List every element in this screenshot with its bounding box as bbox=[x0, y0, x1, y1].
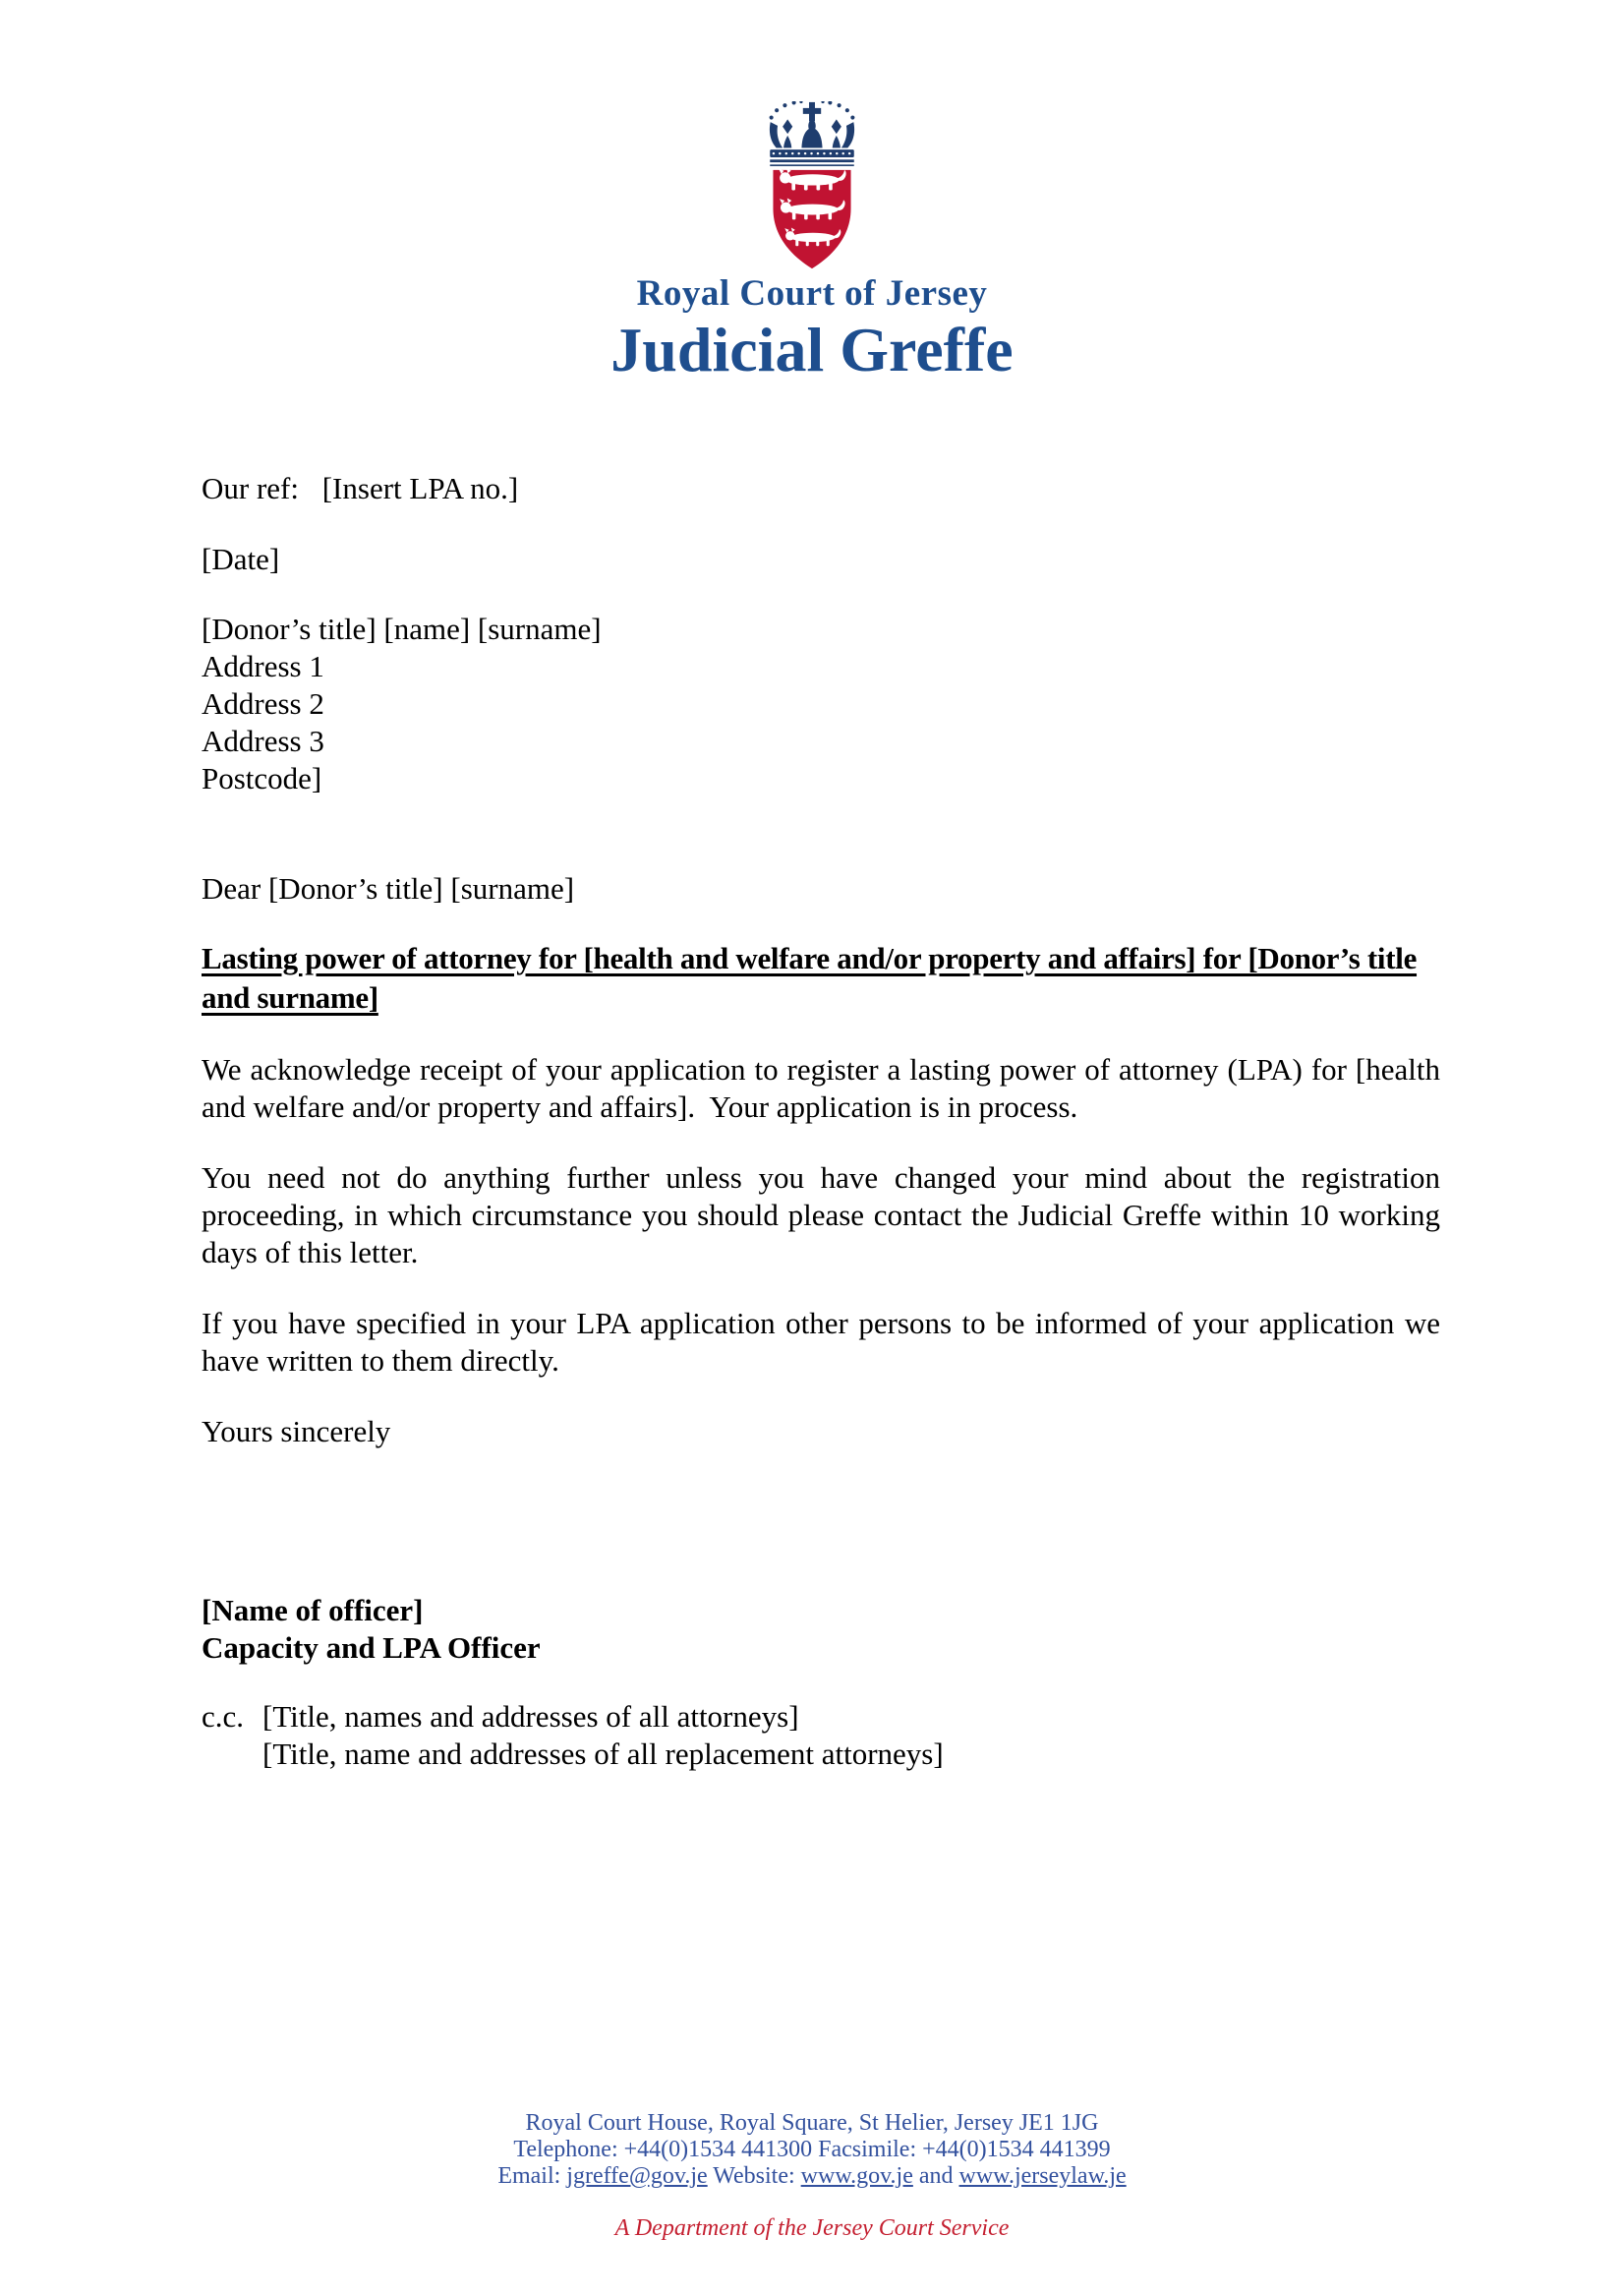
letterhead bbox=[0, 101, 1624, 383]
jersey-crest-icon bbox=[767, 101, 857, 269]
cc-lines bbox=[262, 1698, 944, 1773]
org-name-royal-court: Royal Court of Jersey bbox=[636, 273, 988, 314]
recipient-name-line: [Donor’s title] [name] [surname] bbox=[202, 612, 602, 646]
footer-phone-line: Telephone: +44(0)1534 441300 Facsimile: +44(0)1534 441399 bbox=[513, 2137, 1111, 2162]
recipient-address-line-3: Address 3 bbox=[202, 724, 324, 758]
footer bbox=[0, 2110, 1624, 2242]
reference-label: Our ref: bbox=[202, 471, 299, 505]
footer-address: Royal Court House, Royal Square, St Helier, Jersey JE1 1JG bbox=[525, 2110, 1099, 2136]
org-name-judicial-greffe: Judicial Greffe bbox=[610, 314, 1014, 384]
signature-title: Capacity and LPA Officer bbox=[202, 1630, 541, 1665]
signature-block bbox=[202, 1592, 1440, 1667]
recipient-address-block bbox=[202, 611, 1440, 797]
letter-body bbox=[202, 470, 1440, 1773]
body-paragraph-3: If you have specified in your LPA application other persons to be informed of your application we have written to them directly. bbox=[202, 1306, 1440, 1378]
cc-line-replacement-attorneys: [Title, name and addresses of all replacement attorneys] bbox=[262, 1737, 944, 1771]
salutation: Dear [Donor’s title] [surname] bbox=[202, 871, 575, 906]
cc-line-attorneys: [Title, names and addresses of all attorneys] bbox=[262, 1699, 799, 1734]
complimentary-close: Yours sincerely bbox=[202, 1414, 391, 1448]
footer-website-label: Website: bbox=[713, 2163, 795, 2189]
email-link[interactable]: jgreffe@gov.je bbox=[566, 2163, 708, 2189]
recipient-address-line-1: Address 1 bbox=[202, 649, 324, 683]
body-paragraph-2: You need not do anything further unless you have changed your mind about the registration proceeding, in which circumstance you should please contact the Judicial Greffe within 10 working days of this letter. bbox=[202, 1160, 1440, 1269]
body-paragraph-1: We acknowledge receipt of your application to register a lasting power of attorney (LPA) for [health and welfare and/or property and affairs]. Your application is in process. bbox=[202, 1052, 1440, 1124]
footer-email-label: Email: bbox=[497, 2163, 561, 2189]
subject-heading: Lasting power of attorney for [health and welfare and/or property and affairs] for [Donor’s title and surname] bbox=[202, 941, 1418, 1015]
recipient-postcode-line: Postcode] bbox=[202, 761, 322, 795]
website-link-gov[interactable]: www.gov.je bbox=[800, 2163, 913, 2189]
footer-and-text: and bbox=[918, 2163, 954, 2189]
footer-tagline: A Department of the Jersey Court Service bbox=[614, 2215, 1010, 2241]
reference-line bbox=[202, 470, 1440, 507]
signature-name: [Name of officer] bbox=[202, 1593, 424, 1627]
cc-label: c.c. bbox=[202, 1699, 245, 1734]
reference-value: [Insert LPA no.] bbox=[321, 471, 519, 505]
footer-contact-line bbox=[0, 2163, 1624, 2190]
cc-block bbox=[202, 1698, 1440, 1773]
website-link-jerseylaw[interactable]: www.jerseylaw.je bbox=[958, 2163, 1127, 2189]
date-placeholder: [Date] bbox=[202, 542, 280, 576]
recipient-address-line-2: Address 2 bbox=[202, 686, 324, 721]
